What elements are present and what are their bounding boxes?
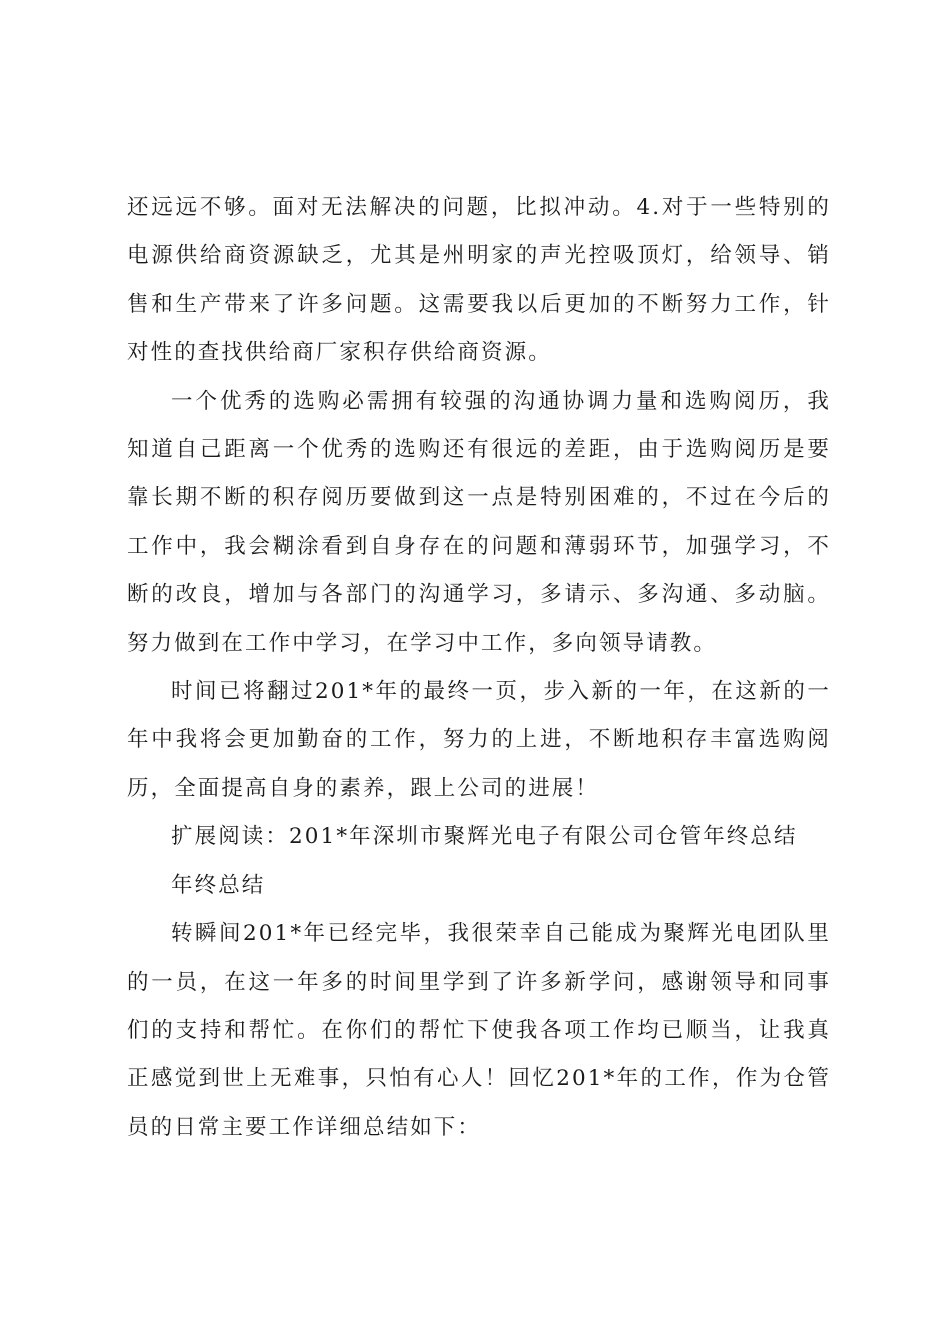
document-body <box>127 184 831 1152</box>
paragraph-year-summary: 转瞬间201*年已经完毕，我很荣幸自己能成为聚辉光电团队里的一员，在这一年多的时间里学到了许多新学问，感谢领导和同事们的支持和帮忙。在你们的帮忙下使我各项工作均已顺当，让我真正感觉到世上无难事，只怕有心人！回忆201*年的工作，作为仓管员的日常主要工作详细总结如下： <box>127 921 831 1140</box>
section-heading: 年终总结 <box>171 872 266 898</box>
paragraph-new-year: 时间已将翻过201*年的最终一页，步入新的一年，在这新的一年中我将会更加勤奋的工作，努力的上进，不断地积存丰富选购阅历，全面提高自身的素养，跟上公司的进展！ <box>127 679 831 801</box>
extended-reading-title: 扩展阅读：201*年深圳市聚辉光电子有限公司仓管年终总结 <box>171 824 798 850</box>
paragraph-continuation: 还远远不够。面对无法解决的问题，比拟冲动。4.对于一些特别的电源供给商资源缺乏，尤其是州明家的声光控吸顶灯，给领导、销售和生产带来了许多问题。这需要我以后更加的不断努力工作，针对性的查找供给商厂家积存供给商资源。 <box>127 195 831 366</box>
paragraph-purchasing-skills: 一个优秀的选购必需拥有较强的沟通协调力量和选购阅历，我知道自己距离一个优秀的选购还有很远的差距，由于选购阅历是要靠长期不断的积存阅历要做到这一点是特别困难的，不过在今后的工作中，我会糊涂看到自身存在的问题和薄弱环节，加强学习，不断的改良，增加与各部门的沟通学习，多请示、多沟通、多动脑。努力做到在工作中学习，在学习中工作，多向领导请教。 <box>127 388 831 656</box>
